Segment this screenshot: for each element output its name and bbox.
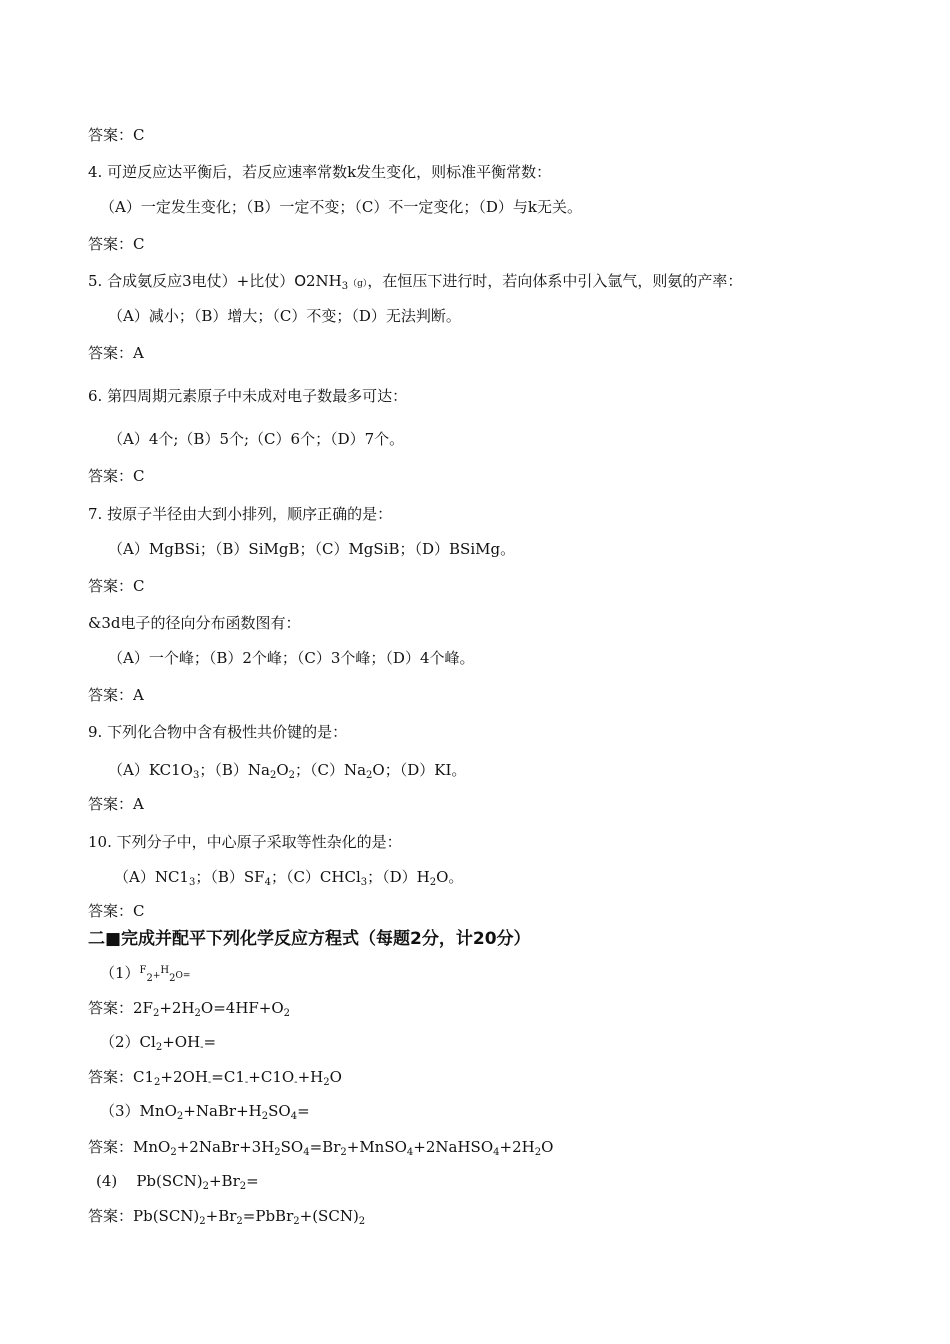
options-9: $(A)KC1O_3$；$(B)Na_2O_2$；$(C)Na_2O$；（D）KI。 bbox=[108, 761, 467, 781]
equation-1-question: $(1)^F_2+^H_2O=$ bbox=[100, 964, 191, 984]
question-5: 5. 合成氨反应3电仗）+比仗）$O2NH_3(g)$，在恒压下进行时，若向体系中引入氩气，则氨的产率： bbox=[88, 272, 743, 292]
equation-3-question: $(3)MnO_2+NaBr+H_2SO_4=$ bbox=[100, 1102, 310, 1122]
equation-4-question: (4) $Pb(SCN)_2+Br_2=$ bbox=[96, 1172, 259, 1192]
options-6: （A）4个;（B）5个;（C）6个；（D）7个。 bbox=[108, 430, 405, 448]
equation-2-question: $(2)Cl_2+OH_-=$ bbox=[100, 1033, 217, 1053]
answer-5: 答案：A bbox=[88, 344, 144, 362]
equation-3-answer: 答案：$MnO_2+2NaBr+3H_2SO_4=Br_2+MnSO_4+2NaHSO_4+2H_2O$ bbox=[88, 1138, 554, 1158]
options-5: （A）减小；（B）增大；（C）不变；（D）无法判断。 bbox=[108, 307, 461, 325]
options-7: （A）MgBSi；（B）SiMgB；（C）MgSiB；（D）BSiMg。 bbox=[108, 540, 516, 558]
answer-8: 答案：A bbox=[88, 686, 144, 704]
answer-9: 答案：A bbox=[88, 795, 144, 813]
question-9: 9. 下列化合物中含有极性共价键的是： bbox=[88, 723, 348, 741]
equation-1-answer: 答案：$2F_2+2H_2O=4HF+O_2$ bbox=[88, 999, 291, 1019]
equilibrium-symbol: O bbox=[294, 272, 307, 290]
question-4: 4. 可逆反应达平衡后，若反应速率常数k发生变化，则标准平衡常数： bbox=[88, 163, 552, 181]
equation-2-answer: 答案：$C1_2+2OH_-=C1_-+C1O_-+H_2O$ bbox=[88, 1068, 342, 1088]
answer-7: 答案：C bbox=[88, 577, 145, 595]
answer-10: 答案：C bbox=[88, 902, 145, 920]
question-8: &3d电子的径向分布函数图有： bbox=[88, 614, 301, 632]
options-4: （A）一定发生变化；（B）一定不变；（C）不一定变化；（D）与k无关。 bbox=[100, 198, 582, 216]
question-6: 6. 第四周期元素原子中未成对电子数最多可达： bbox=[88, 387, 408, 405]
answer-3: 答案：C bbox=[88, 126, 145, 144]
question-10: 10. 下列分子中，中心原子采取等性杂化的是： bbox=[88, 833, 402, 851]
options-8: （A）一个峰；（B）2个峰；（C）3个峰；（D）4个峰。 bbox=[108, 649, 475, 667]
section-2-heading: 二■完成并配平下列化学反应方程式（每题2分，计20分） bbox=[88, 929, 531, 949]
answer-4: 答案：C bbox=[88, 235, 145, 253]
question-7: 7. 按原子半径由大到小排列，顺序正确的是： bbox=[88, 505, 393, 523]
answer-6: 答案：C bbox=[88, 467, 145, 485]
options-10: $(A)NC1_3$；$(B)SF_4$；（C）CHCl$_3$；$(D)H_2O$。 bbox=[114, 868, 464, 888]
equation-4-answer: 答案：$Pb(SCN)_2+Br_2=PbBr_2+(SCN)_2$ bbox=[88, 1207, 366, 1227]
